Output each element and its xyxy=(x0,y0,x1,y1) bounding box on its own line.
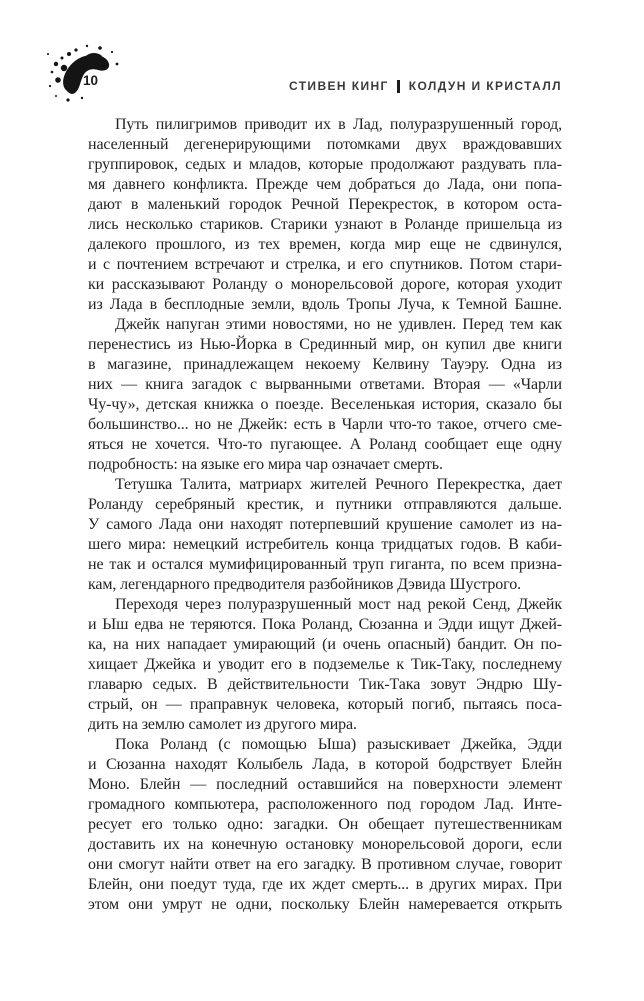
text-line: перенестись из Нью-Йорка в Срединный мир, он купил две книги xyxy=(88,336,562,353)
text-line: Пока Роланд (с помощью Ыша) разыскивает Джейка, Эдди xyxy=(115,736,562,753)
text-line: Джейк напуган этими новостями, но не удивлен. Перед тем как xyxy=(115,316,562,333)
text-line: Тетушка Талита, матриарх жителей Речного Перекрестка, дает xyxy=(115,476,562,493)
text-line: них — книга загадок с вырванными ответами. Вторая — «Чарли xyxy=(88,376,562,393)
text-line: и с почтением встречают и стрелка, и его спутников. Потом стари- xyxy=(88,256,562,273)
text-line: Чу-чу», детская книжка о поезде. Веселенькая история, сказало бы xyxy=(88,396,562,413)
running-header xyxy=(289,79,562,93)
text-line: громадного компьютера, расположенного под городом Лад. Инте- xyxy=(88,796,562,813)
text-line: Путь пилигримов приводит их в Лад, полуразрушенный город, xyxy=(115,116,562,133)
text-line: большинство... но не Джейк: есть в Чарли что-то такое, отчего сме- xyxy=(88,416,562,433)
text-line: они смогут найти ответ на его загадку. В противном случае, говорит xyxy=(88,856,562,873)
text-line: ки рассказывают Роланду о монорельсовой дороге, которая уходит xyxy=(88,276,562,293)
text-line: Роланду серебряный крестик, и путники отправляются дальше. xyxy=(88,496,562,513)
text-line: ка, на них нападает умирающий (и очень опасный) бандит. Он по- xyxy=(88,636,562,653)
text-line: и Сюзанна находят Колыбель Лада, в которой бодрствует Блейн xyxy=(88,756,562,773)
text-line: лись несколько стариков. Старики узнают в Роланде пришельца из xyxy=(88,216,562,233)
text-line: доставить их на конечную остановку монорельсовой дороги, если xyxy=(88,836,562,853)
text-line: этом они умрут не одни, поскольку Блейн намеревается открыть xyxy=(88,896,562,913)
text-line: ресует его только одно: загадки. Он обещает путешественникам xyxy=(88,816,562,833)
text-line: кам, легендарного предводителя разбойников Дэвида Шустрого. xyxy=(88,576,521,593)
text-line: группировок, седых и младов, которые продолжают раздувать пла- xyxy=(88,156,562,173)
text-line: яться не хочется. Что-то пугающее. А Роланд сообщает еще одну xyxy=(88,436,562,453)
text-line: из Лада в бесплодные земли, вдоль Тропы Луча, к Темной Башне. xyxy=(88,296,562,313)
page-body xyxy=(88,115,562,915)
text-line: Переходя через полуразрушенный мост над рекой Сенд, Джейк xyxy=(115,596,562,613)
text-line: Моно. Блейн — последний оставшийся на поверхности элемент xyxy=(88,776,562,793)
text-line: Блейн, они поедут туда, где их ждет смерть... в других мирах. При xyxy=(88,876,562,893)
text-line: шего мира: немецкий истребитель конца тридцатых годов. В каби- xyxy=(88,536,562,553)
text-line: главарю седых. В действительности Тик-Така зовут Эндрю Шу- xyxy=(88,676,562,693)
text-line: мя давнего конфликта. Прежде чем добраться до Лада, они попа- xyxy=(88,176,562,193)
text-line: дают в маленький городок Речной Перекресток, в котором оста- xyxy=(88,196,562,213)
text-line: хищает Джейка и уводит его в подземелье к Тик-Таку, последнему xyxy=(88,656,562,673)
text-line: подробность: на языке его мира чар означает смерть. xyxy=(88,456,443,473)
header-separator-bar xyxy=(397,80,400,93)
text-line: далекого прошлого, из тех времен, когда мир еще не сдвинулся, xyxy=(88,236,562,253)
text-line: У самого Лада они находят потерпевший крушение самолет из на- xyxy=(88,516,562,533)
text-line: дить на землю самолет из другого мира. xyxy=(88,716,357,733)
text-line: и Ыш едва не теряются. Пока Роланд, Сюзанна и Эдди ищут Джей- xyxy=(88,616,562,633)
header-book-title: КОЛДУН И КРИСТАЛЛ xyxy=(408,79,562,93)
text-line: в магазине, принадлежащем некоему Келвину Тауэру. Одна из xyxy=(88,356,562,373)
text-line: не так и остался мумифицированный труп гиганта, по всем призна- xyxy=(88,556,562,573)
header-author: СТИВЕН КИНГ xyxy=(288,79,389,93)
text-line: населенный дегенерирующими потомками двух враждовавших xyxy=(88,136,562,153)
text-line: стрый, он — праправнук человека, который погиб, пытаясь поса- xyxy=(88,696,562,713)
page-number: 10 xyxy=(83,73,99,88)
